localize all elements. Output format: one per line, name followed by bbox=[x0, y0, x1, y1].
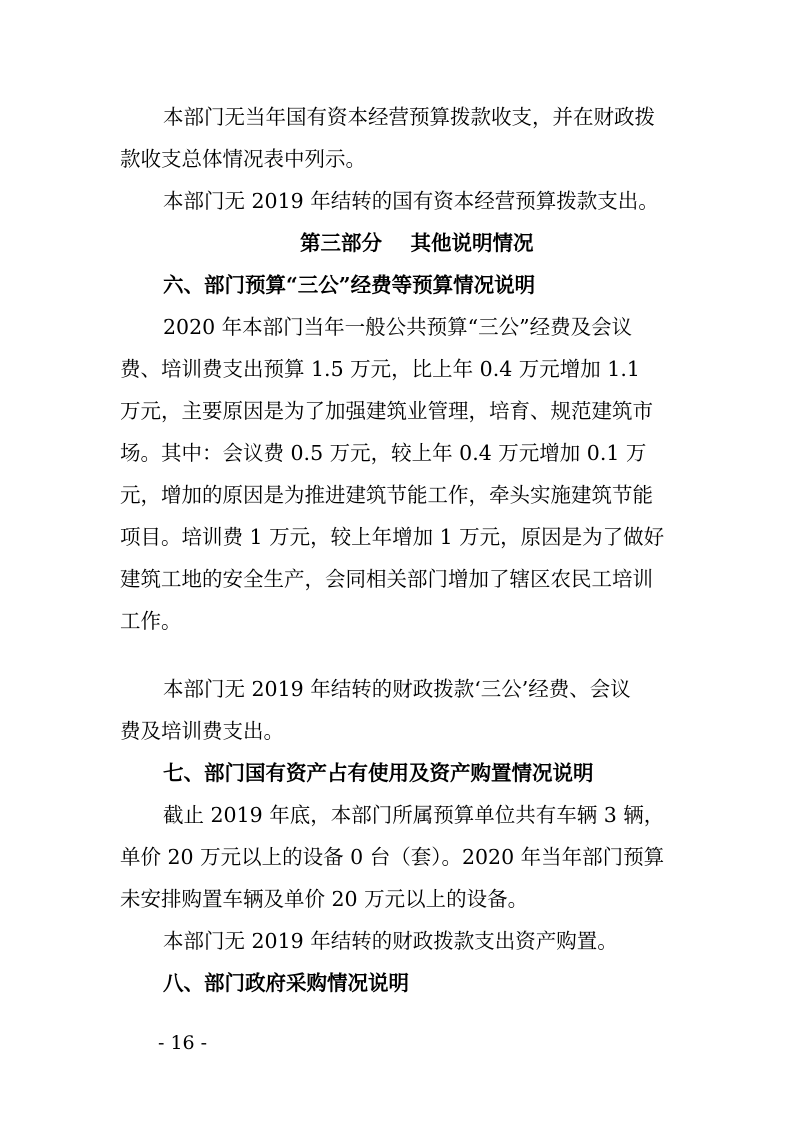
paragraph-line: 本部门无当年国有资本经营预算拨款收支，并在财政拨 bbox=[163, 105, 655, 129]
section-heading: 六、部门预算“三公”经费等预算情况说明 bbox=[163, 273, 536, 297]
paragraph-line: 元，增加的原因是为推进建筑节能工作，牵头实施建筑节能 bbox=[120, 483, 653, 507]
paragraph-line: 截止 2019 年底，本部门所属预算单位共有车辆 3 辆， bbox=[163, 803, 665, 827]
paragraph-line: 场。其中：会议费 0.5 万元，较上年 0.4 万元增加 0.1 万 bbox=[120, 441, 647, 465]
paragraph-line: 项目。培训费 1 万元，较上年增加 1 万元，原因是为了做好 bbox=[120, 525, 665, 549]
paragraph-line: 万元，主要原因是为了加强建筑业管理，培育、规范建筑市 bbox=[120, 399, 653, 423]
section-heading: 八、部门政府采购情况说明 bbox=[163, 971, 409, 995]
paragraph-line: 费及培训费支出。 bbox=[120, 719, 284, 743]
paragraph-line: 建筑工地的安全生产，会同相关部门增加了辖区农民工培训 bbox=[120, 567, 653, 591]
paragraph-line: 未安排购置车辆及单价 20 万元以上的设备。 bbox=[120, 887, 529, 911]
paragraph-line: 本部门无 2019 年结转的财政拨款‘三公’经费、会议 bbox=[163, 677, 631, 701]
page-number: - 16 - bbox=[158, 1032, 208, 1054]
paragraph-line: 单价 20 万元以上的设备 0 台（套）。2020 年当年部门预算 bbox=[120, 845, 665, 869]
paragraph-line: 本部门无 2019 年结转的财政拨款支出资产购置。 bbox=[163, 929, 618, 953]
section-heading: 七、部门国有资产占有使用及资产购置情况说明 bbox=[163, 761, 594, 785]
paragraph-line: 费、培训费支出预算 1.5 万元，比上年 0.4 万元增加 1.1 bbox=[120, 357, 640, 381]
paragraph-line: 2020 年本部门当年一般公共预算“三公”经费及会议 bbox=[163, 315, 633, 339]
paragraph-line: 工作。 bbox=[120, 609, 182, 633]
paragraph-line: 款收支总体情况表中列示。 bbox=[120, 147, 366, 171]
paragraph-line: 本部门无 2019 年结转的国有资本经营预算拨款支出。 bbox=[163, 189, 659, 213]
part-heading: 第三部分 其他说明情况 bbox=[300, 231, 534, 255]
